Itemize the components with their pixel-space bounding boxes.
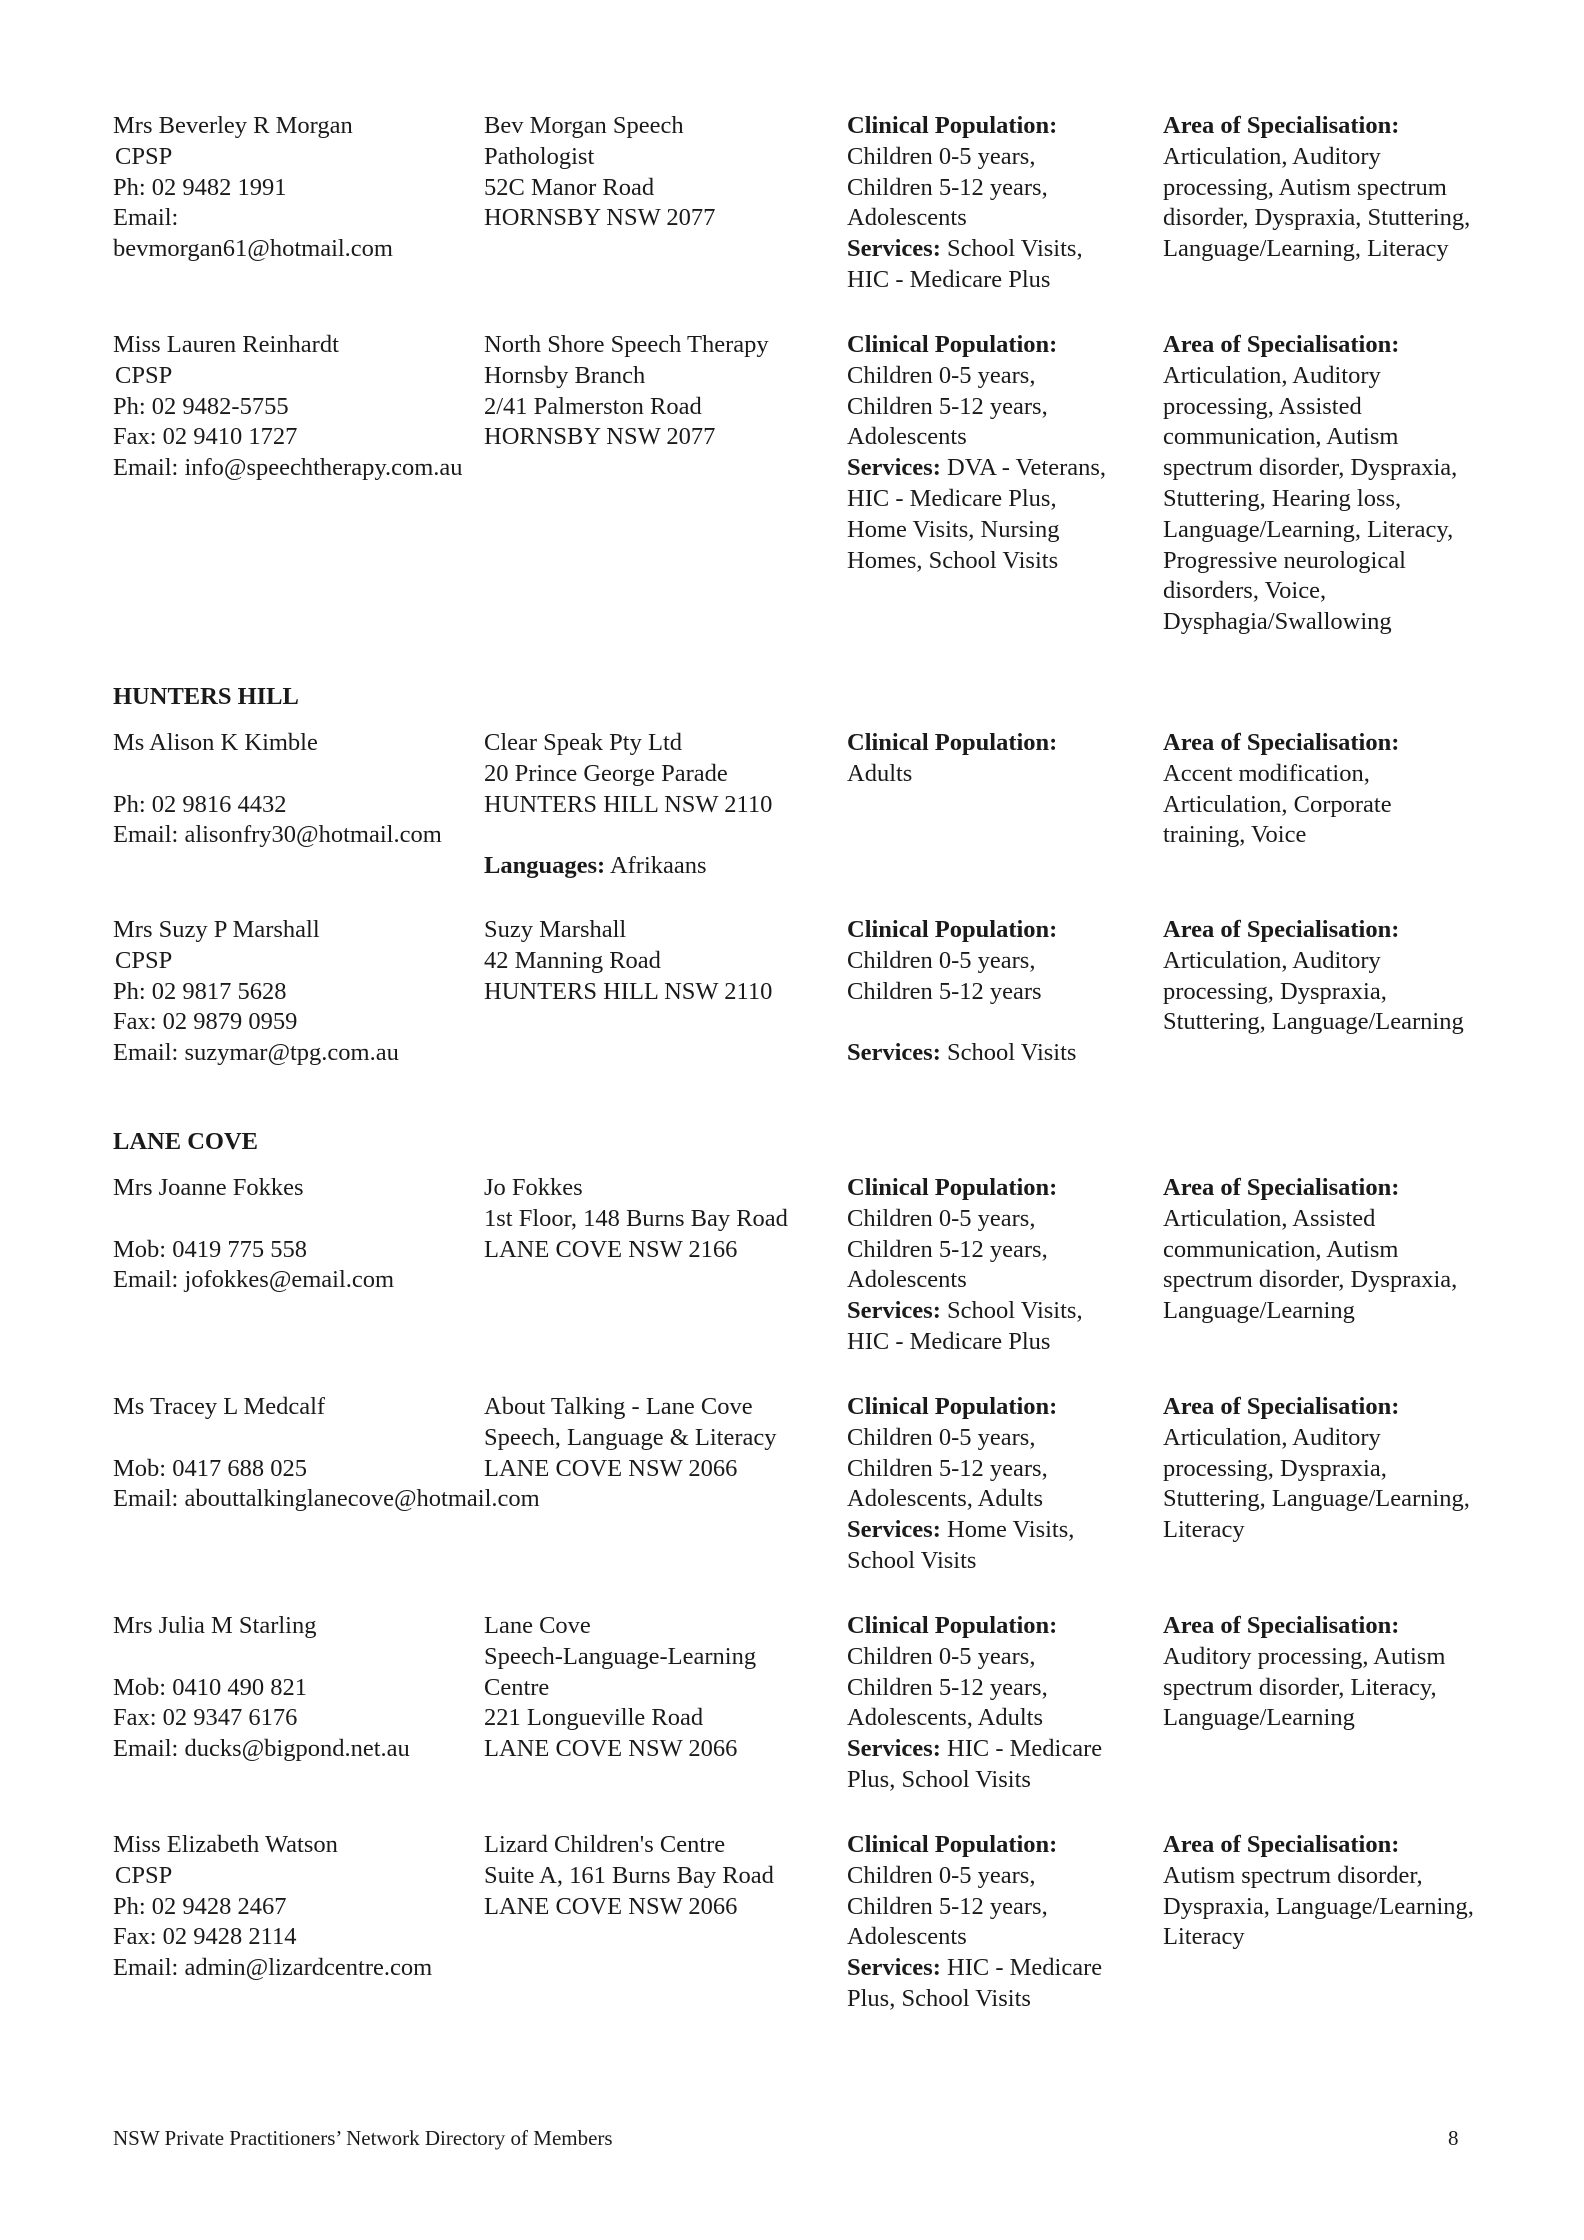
clinical-population-label: Clinical Population: <box>847 729 1058 756</box>
population-line: Children 0-5 years, <box>847 1861 1036 1889</box>
practice-line: 1st Floor, 148 Burns Bay Road <box>484 1204 788 1232</box>
specialisation-label: Area of Specialisation: <box>1163 1174 1400 1201</box>
services-value: Home Visits, <box>940 1516 1075 1544</box>
specialisation-line: Articulation, Corporate <box>1163 790 1392 818</box>
specialisation-line: Language/Learning, Literacy <box>1163 235 1449 263</box>
clinical-population-label: Clinical Population: <box>847 331 1058 358</box>
practice-address <box>484 1392 834 1484</box>
email-label: Email: <box>113 204 179 232</box>
clinical-population <box>847 330 1152 576</box>
specialisation-line: Articulation, Auditory <box>1163 142 1381 170</box>
practice-line: Pathologist <box>484 142 595 170</box>
page-number: 8 <box>1448 2126 1459 2150</box>
population-line: Adolescents, Adults <box>847 1485 1043 1513</box>
specialisation-line: disorders, Voice, <box>1163 577 1327 605</box>
phone: Ph: 02 9482 1991 <box>113 173 287 201</box>
cpsp-label: CPSP <box>115 361 173 389</box>
specialisation-line: Auditory processing, Autism <box>1163 1642 1446 1670</box>
clinical-population-label: Clinical Population: <box>847 1174 1058 1201</box>
population-line: Children 0-5 years, <box>847 142 1036 170</box>
practice-line: LANE COVE NSW 2166 <box>484 1235 738 1263</box>
email-address[interactable]: Email: alisonfry30@hotmail.com <box>113 821 442 849</box>
mobile: Mob: 0417 688 025 <box>113 1454 307 1482</box>
member-name: Mrs Julia M Starling <box>113 1612 317 1639</box>
mobile: Mob: 0410 490 821 <box>113 1673 307 1701</box>
specialisation-line: spectrum disorder, Literacy, <box>1163 1673 1437 1701</box>
population-line: Adolescents, Adults <box>847 1704 1043 1732</box>
cpsp-label: CPSP <box>115 142 173 170</box>
languages-value: Afrikaans <box>605 852 707 880</box>
services-value: School Visits <box>940 1039 1077 1067</box>
fax: Fax: 02 9428 2114 <box>113 1923 297 1951</box>
clinical-population <box>847 111 1152 296</box>
services-label: Services: <box>847 454 941 482</box>
area-of-specialisation <box>1163 111 1513 265</box>
specialisation-line: communication, Autism <box>1163 423 1399 451</box>
specialisation-line: communication, Autism <box>1163 1235 1399 1263</box>
phone: Ph: 02 9482-5755 <box>113 392 289 420</box>
practice-address <box>484 1173 834 1265</box>
population-line: Children 0-5 years, <box>847 946 1036 974</box>
clinical-population-label: Clinical Population: <box>847 1612 1058 1639</box>
practice-line: Speech, Language & Literacy <box>484 1423 777 1451</box>
population-line: Children 5-12 years, <box>847 1673 1048 1701</box>
footer-title: NSW Private Practitioners’ Network Directory of Members <box>113 2126 613 2150</box>
practice-address <box>484 1611 834 1765</box>
email-address[interactable]: Email: jofokkes@email.com <box>113 1266 395 1294</box>
specialisation-line: Dyspraxia, Language/Learning, <box>1163 1892 1474 1920</box>
population-line: Adults <box>847 759 913 787</box>
services-value: School Visits, <box>940 235 1083 263</box>
services-line: Home Visits, Nursing <box>847 515 1060 543</box>
specialisation-line: spectrum disorder, Dyspraxia, <box>1163 454 1458 482</box>
population-line: Children 5-12 years, <box>847 173 1048 201</box>
services-value: School Visits, <box>940 1297 1083 1325</box>
spacer <box>484 820 834 851</box>
languages-line <box>484 851 834 882</box>
email-address[interactable]: Email: admin@lizardcentre.com <box>113 1954 433 1982</box>
practice-line: 52C Manor Road <box>484 173 655 201</box>
services-label: Services: <box>847 235 941 263</box>
practice-address <box>484 330 834 453</box>
practice-line: LANE COVE NSW 2066 <box>484 1892 738 1920</box>
services-value: HIC - Medicare <box>940 1735 1103 1763</box>
population-line: Children 5-12 years <box>847 977 1042 1005</box>
practice-line: HORNSBY NSW 2077 <box>484 423 716 451</box>
services-label: Services: <box>847 1954 941 1982</box>
specialisation-line: Stuttering, Hearing loss, <box>1163 484 1402 512</box>
specialisation-line: Articulation, Assisted <box>1163 1204 1376 1232</box>
specialisation-line: Progressive neurological <box>1163 546 1406 574</box>
member-name: Ms Alison K Kimble <box>113 729 318 756</box>
specialisation-line: processing, Assisted <box>1163 392 1362 420</box>
email-address[interactable]: Email: info@speechtherapy.com.au <box>113 454 463 482</box>
cpsp-label: CPSP <box>115 946 173 974</box>
practice-line: Suzy Marshall <box>484 916 627 943</box>
services-line: School Visits <box>847 1546 977 1574</box>
specialisation-line: Stuttering, Language/Learning, <box>1163 1485 1470 1513</box>
specialisation-line: Articulation, Auditory <box>1163 1423 1381 1451</box>
fax: Fax: 02 9347 6176 <box>113 1704 298 1732</box>
population-line: Adolescents <box>847 423 967 451</box>
phone: Ph: 02 9816 4432 <box>113 790 287 818</box>
services-label: Services: <box>847 1039 941 1067</box>
services-line <box>847 1953 1152 1984</box>
clinical-population-label: Clinical Population: <box>847 112 1058 139</box>
clinical-population-label: Clinical Population: <box>847 1393 1058 1420</box>
area-of-specialisation <box>1163 1830 1513 1953</box>
practice-address <box>484 728 834 882</box>
specialisation-label: Area of Specialisation: <box>1163 331 1400 358</box>
member-name: Miss Elizabeth Watson <box>113 1831 338 1858</box>
clinical-population <box>847 728 1152 790</box>
specialisation-line: processing, Autism spectrum <box>1163 173 1447 201</box>
population-line: Children 5-12 years, <box>847 1235 1048 1263</box>
services-line: Plus, School Visits <box>847 1984 1031 2012</box>
specialisation-line: Language/Learning <box>1163 1704 1355 1732</box>
clinical-population <box>847 1611 1152 1796</box>
specialisation-label: Area of Specialisation: <box>1163 729 1400 756</box>
services-line <box>847 234 1152 265</box>
email-address[interactable]: Email: suzymar@tpg.com.au <box>113 1039 399 1067</box>
practice-line: 20 Prince George Parade <box>484 759 728 787</box>
specialisation-line: Literacy <box>1163 1516 1245 1544</box>
specialisation-line: Language/Learning <box>1163 1297 1355 1325</box>
practice-line: LANE COVE NSW 2066 <box>484 1454 738 1482</box>
phone: Ph: 02 9817 5628 <box>113 977 287 1005</box>
services-line <box>847 1296 1152 1327</box>
area-of-specialisation <box>1163 1173 1513 1327</box>
population-line: Children 5-12 years, <box>847 1454 1048 1482</box>
mobile: Mob: 0419 775 558 <box>113 1235 307 1263</box>
clinical-population <box>847 915 1152 1069</box>
languages-label: Languages: <box>484 852 606 880</box>
practice-line: Centre <box>484 1673 550 1701</box>
practice-line: North Shore Speech Therapy <box>484 331 769 358</box>
specialisation-line: Autism spectrum disorder, <box>1163 1861 1423 1889</box>
fax: Fax: 02 9410 1727 <box>113 423 298 451</box>
specialisation-line: Language/Learning, Literacy, <box>1163 515 1454 543</box>
specialisation-line: Dysphagia/Swallowing <box>1163 608 1392 636</box>
services-value: DVA - Veterans, <box>940 454 1107 482</box>
clinical-population <box>847 1392 1152 1577</box>
cpsp-label: CPSP <box>115 1861 173 1889</box>
services-line <box>847 453 1152 484</box>
specialisation-label: Area of Specialisation: <box>1163 112 1400 139</box>
member-name: Mrs Beverley R Morgan <box>113 112 353 139</box>
services-line: Homes, School Visits <box>847 546 1059 574</box>
specialisation-line: Articulation, Auditory <box>1163 361 1381 389</box>
specialisation-line: processing, Dyspraxia, <box>1163 1454 1387 1482</box>
area-of-specialisation <box>1163 728 1513 851</box>
services-line <box>847 1734 1152 1765</box>
services-value: HIC - Medicare <box>940 1954 1103 1982</box>
clinical-population-label: Clinical Population: <box>847 916 1058 943</box>
population-line: Children 0-5 years, <box>847 1642 1036 1670</box>
email-address[interactable]: bevmorgan61@hotmail.com <box>113 235 393 263</box>
practice-line: HUNTERS HILL NSW 2110 <box>484 977 773 1005</box>
population-line: Children 5-12 years, <box>847 392 1048 420</box>
section-heading-lane-cove: LANE COVE <box>113 1128 258 1155</box>
practice-line: LANE COVE NSW 2066 <box>484 1735 738 1763</box>
specialisation-line: processing, Dyspraxia, <box>1163 977 1387 1005</box>
area-of-specialisation <box>1163 915 1513 1038</box>
clinical-population <box>847 1830 1152 2015</box>
specialisation-line: Accent modification, <box>1163 759 1370 787</box>
practice-address <box>484 1830 834 1922</box>
specialisation-line: Literacy <box>1163 1923 1245 1951</box>
specialisation-line: Articulation, Auditory <box>1163 946 1381 974</box>
services-label: Services: <box>847 1516 941 1544</box>
practice-line: Hornsby Branch <box>484 361 646 389</box>
practice-line: 2/41 Palmerston Road <box>484 392 702 420</box>
email-address[interactable]: Email: ducks@bigpond.net.au <box>113 1735 410 1763</box>
specialisation-label: Area of Specialisation: <box>1163 1831 1400 1858</box>
population-line: Adolescents <box>847 1266 967 1294</box>
practice-line: Clear Speak Pty Ltd <box>484 729 683 756</box>
population-line: Children 0-5 years, <box>847 361 1036 389</box>
specialisation-line: training, Voice <box>1163 821 1307 849</box>
member-name: Ms Tracey L Medcalf <box>113 1393 326 1420</box>
clinical-population <box>847 1173 1152 1358</box>
population-line: Adolescents <box>847 1923 967 1951</box>
phone: Ph: 02 9428 2467 <box>113 1892 287 1920</box>
population-line: Children 0-5 years, <box>847 1423 1036 1451</box>
specialisation-label: Area of Specialisation: <box>1163 1612 1400 1639</box>
section-heading-hunters-hill: HUNTERS HILL <box>113 683 299 710</box>
area-of-specialisation <box>1163 1611 1513 1734</box>
specialisation-label: Area of Specialisation: <box>1163 916 1400 943</box>
population-line: Children 0-5 years, <box>847 1204 1036 1232</box>
practice-line: Lizard Children's Centre <box>484 1831 726 1858</box>
practice-line: Speech-Language-Learning <box>484 1642 757 1670</box>
practice-line: Lane Cove <box>484 1612 591 1639</box>
practice-line: HORNSBY NSW 2077 <box>484 204 716 232</box>
services-label: Services: <box>847 1297 941 1325</box>
population-line: Adolescents <box>847 204 967 232</box>
practice-address <box>484 915 834 1007</box>
specialisation-label: Area of Specialisation: <box>1163 1393 1400 1420</box>
practice-line: 221 Longueville Road <box>484 1704 704 1732</box>
practice-line: Suite A, 161 Burns Bay Road <box>484 1861 774 1889</box>
specialisation-line: Stuttering, Language/Learning <box>1163 1008 1464 1036</box>
specialisation-line: disorder, Dyspraxia, Stuttering, <box>1163 204 1471 232</box>
services-line <box>847 1515 1152 1546</box>
practice-line: Jo Fokkes <box>484 1174 583 1201</box>
services-line: HIC - Medicare Plus <box>847 265 1051 293</box>
email-address[interactable]: Email: abouttalkinglanecove@hotmail.com <box>113 1485 540 1513</box>
services-line: Plus, School Visits <box>847 1765 1031 1793</box>
population-line: Children 5-12 years, <box>847 1892 1048 1920</box>
clinical-population-label: Clinical Population: <box>847 1831 1058 1858</box>
area-of-specialisation <box>1163 1392 1513 1546</box>
services-line: HIC - Medicare Plus, <box>847 484 1057 512</box>
practice-address <box>484 111 834 234</box>
spacer <box>847 1007 1152 1038</box>
practice-line: HUNTERS HILL NSW 2110 <box>484 790 773 818</box>
member-name: Miss Lauren Reinhardt <box>113 331 339 358</box>
area-of-specialisation <box>1163 330 1513 638</box>
member-name: Mrs Suzy P Marshall <box>113 916 320 943</box>
services-line: HIC - Medicare Plus <box>847 1327 1051 1355</box>
practice-line: Bev Morgan Speech <box>484 112 684 139</box>
fax: Fax: 02 9879 0959 <box>113 1008 298 1036</box>
practice-line: 42 Manning Road <box>484 946 661 974</box>
specialisation-line: spectrum disorder, Dyspraxia, <box>1163 1266 1458 1294</box>
services-label: Services: <box>847 1735 941 1763</box>
member-name: Mrs Joanne Fokkes <box>113 1174 304 1201</box>
practice-line: About Talking - Lane Cove <box>484 1393 753 1420</box>
services-line <box>847 1038 1152 1069</box>
